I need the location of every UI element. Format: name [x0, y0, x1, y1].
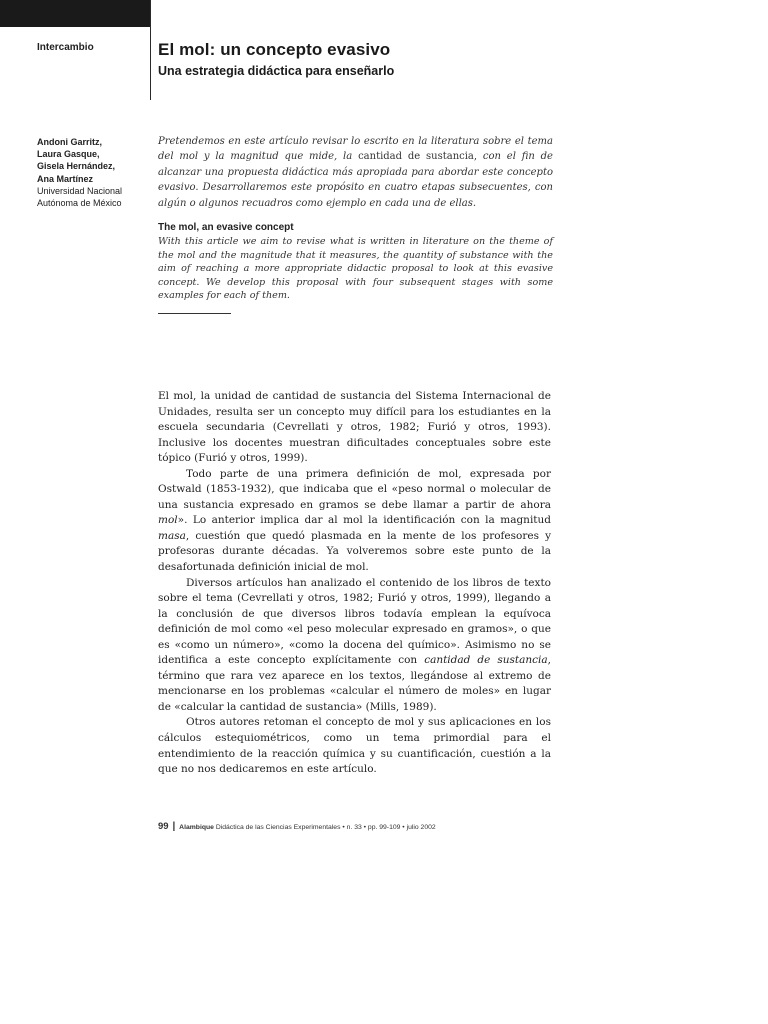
header-vertical-rule [150, 0, 151, 100]
abstract-divider [158, 313, 231, 314]
abstract-spanish [158, 134, 553, 211]
author-name: Ana Martínez [37, 173, 94, 184]
body-paragraph: Todo parte de una primera definición de mol, expresada por Ostwald (1853-1932), que indicaba que el «peso normal o molecular de una sustancia expresado en gramos se debe llamar a partir de ahora mol». Lo anterior implica dar al mol la identificación con la magnitud masa, cuestión que quedó plasmada en la mente de los profesores y profesoras durante décadas. Ya volveremos sobre este punto de la desafortunada definición inicial de mol. [158, 467, 551, 574]
author-name: Laura Gasque, [37, 149, 100, 160]
author-name: Andoni Garritz, [37, 137, 102, 147]
body-paragraph: Diversos artículos han analizado el contenido de los libros de texto sobre el tema (Cevrellati y otros, 1982; Furió y otros, 1999), llegando a la conclusión de que diversos libros todavía emplean la equívoca definición de mol como «el peso molecular expresado en gramos», o que es «como un número», «como la docena del químico». Asimismo no se identifica a este concepto explícitamente con cantidad de sustancia, término que rara vez aparece en los textos, llegándose al extremo de mencionarse en los problemas «calcular el número de moles» en lugar de «calcular la cantidad de sustancia» (Mills, 1989). [158, 576, 551, 713]
body-paragraph: Otros autores retoman el concepto de mol y sus aplicaciones en los cálculos estequiométricos, como un tema primordial para el entendimiento de la reacción química y su cuantificación, cuestión a la que no nos dedicaremos en este artículo. [158, 716, 551, 776]
article-title: El mol: un concepto evasivo [158, 40, 391, 59]
abstract-es-text: con el fin de alcanzar una propuesta didáctica más apropiada para abordar este concepto evasivo. Desarrollaremos este propósito en cuatro etapas subsecuentes, con algún o algunos recuadros como ejemplo en cada una de ellas. [158, 151, 553, 209]
abstract-english: With this article we aim to revise what is written in literature on the theme of the mol and the magnitude that it measures, the quantity of substance with the aim of reaching a more appropriate didactic proposal to look at this evasive concept. We develop this proposal with four subsequent stages with some examples for each of them. [158, 236, 553, 302]
abstract-english-title: The mol, an evasive concept [158, 222, 294, 233]
author-affiliation: Universidad Nacional [37, 185, 123, 196]
abstract-es-term: cantidad de sustancia, [358, 151, 478, 163]
body-paragraph: El mol, la unidad de cantidad de sustancia del Sistema Internacional de Unidades, resulta ser un concepto muy difícil para los estudiantes en la escuela secundaria (Cevrellati y otros, 1982; Furió y otros, 1993). Inclusive los docentes muestran dificultades conceptuales sobre este tópico (Furió y otros, 1999). [158, 390, 551, 465]
journal-name: Alambique [179, 824, 214, 831]
article-subtitle: Una estrategia didáctica para enseñarlo [158, 64, 395, 78]
journal-citation: Didáctica de las Ciencias Experimentales • n. 33 • pp. 99-109 • julio 2002 [215, 824, 436, 831]
header-black-bar [0, 0, 150, 27]
section-label: Intercambio [37, 42, 94, 53]
author-block [37, 136, 149, 209]
footer-separator: | [172, 821, 176, 832]
page-number: 99 [158, 821, 169, 832]
article-body [158, 389, 551, 778]
page-footer [158, 821, 436, 832]
author-name: Gisela Hernández, [37, 161, 116, 172]
author-affiliation: Autónoma de México [37, 198, 122, 209]
abstract-es-text: Pretendemos en este artículo revisar lo escrito en la literatura sobre el tema del mol y la magnitud que mide, la [158, 136, 553, 163]
